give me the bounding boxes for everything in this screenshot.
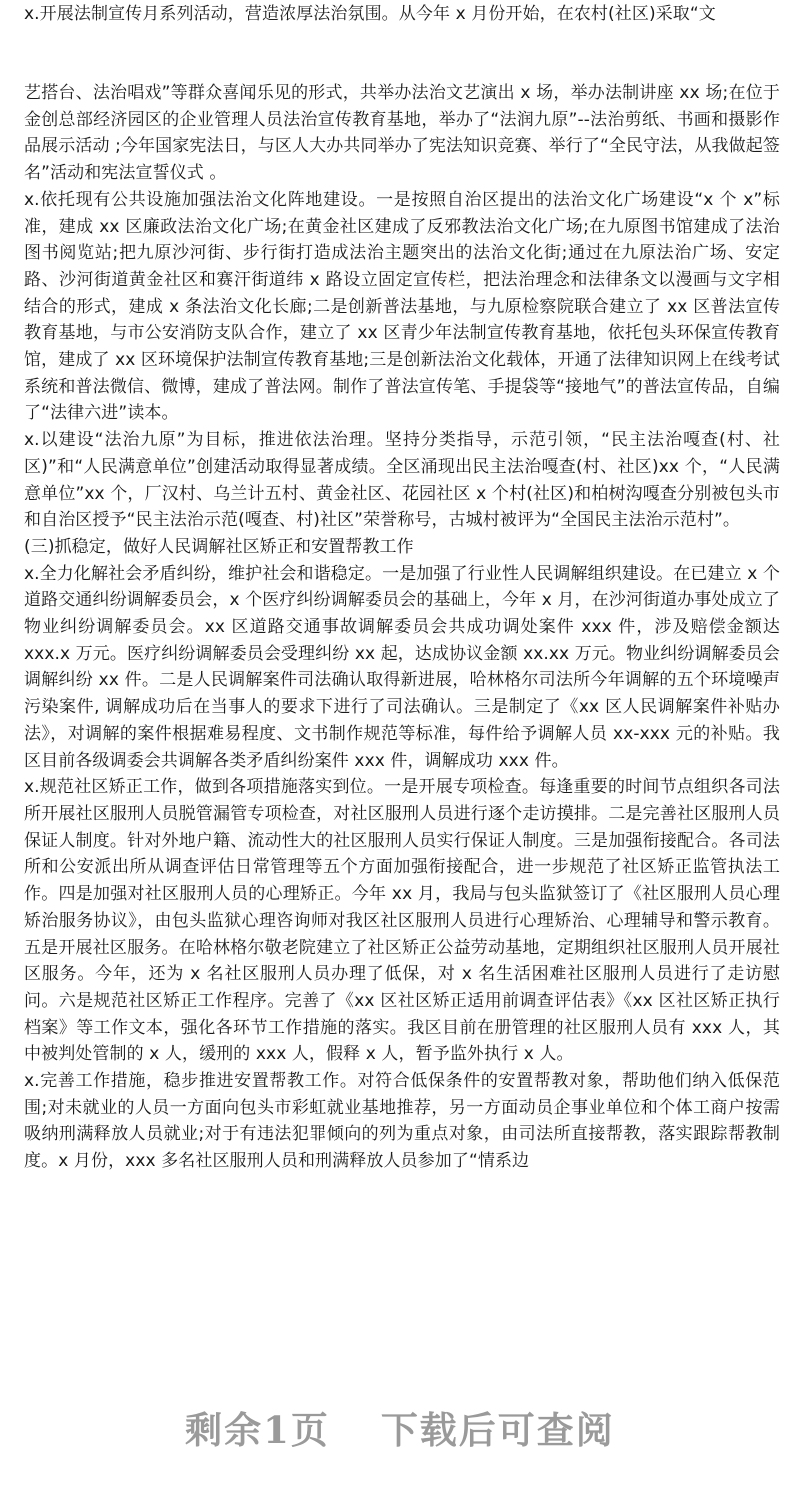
paragraph: 艺搭台、法治唱戏”等群众喜闻乐见的形式，共举办法治文艺演出 x 场，举办法制讲座 xx 场;在位于金创总部经济园区的企业管理人员法治宣传教育基地，举办了“法润九原”--法治剪纸、书画和摄影作品展示活动 ;今年国家宪法日，与区人大办共同举办了宪法知识竞赛、举行了“全民守法，从我做起签名”活动和宪法宣誓仪式 。 bbox=[24, 83, 780, 184]
paragraph: x.规范社区矫正工作，做到各项措施落实到位。一是开展专项检查。每逢重要的时间节点组织各司法所开展社区服刑人员脱管漏管专项检查，对社区服刑人员进行逐个走访摸排。二是完善社区服刑人员保证人制度。针对外地户籍、流动性大的社区服刑人员实行保证人制度。三是加强衔接配合。各司法所和公安派出所从调查评估日常管理等五个方面加强衔接配合，进一步规范了社区矫正监管执法工作。四是加强对社区服刑人员的心理矫正。今年 xx 月，我局与包头监狱签订了《社区服刑人员心理矫治服务协议》，由包头监狱心理咨询师对我区社区服刑人员进行心理矫治、心理辅导和警示教育。五是开展社区服务。在哈林格尔敬老院建立了社区矫正公益劳动基地，定期组织社区服刑人员开展社区服务。今年，还为 x 名社区服刑人员办理了低保，对 x 名生活困难社区服刑人员进行了走访慰问。六是规范社区矫正工作程序。完善了《xx 区社区矫正适用前调查评估表》《xx 区社区矫正执行档案》等工作文本，强化各环节工作措施的落实。我区目前在册管理的社区服刑人员有 xxx 人，其中被判处管制的 x 人，缓刑的 xxx 人，假释 x 人，暂予监外执行 x 人。 bbox=[24, 777, 780, 1065]
download-to-view-label[interactable]: 下载后可查阅 bbox=[380, 1408, 615, 1452]
paragraph: x.开展法制宣传月系列活动，营造浓厚法治氛围。从今年 x 月份开始，在农村(社区)采取“文 bbox=[24, 4, 716, 24]
paragraph: x.全力化解社会矛盾纠纷，维护社会和谐稳定。一是加强了行业性人民调解组织建设。在已建立 x 个道路交通纠纷调解委员会，x 个医疗纠纷调解委员会的基础上，今年 x 月，在沙河街道办事处成立了物业纠纷调解委员会。xx 区道路交通事故调解委员会共成功调处案件 xxx 件，涉及赔偿金额达 xxx.x 万元。医疗纠纷调解委员会受理纠纷 xx 起，达成协议金额 xx.xx 万元。物业纠纷调解委员会调解纠纷 xx 件。二是人民调解案件司法确认取得新进展，哈林格尔司法所今年调解的五个环境噪声污染案件, 调解成功后在当事人的要求下进行了司法确认。三是制定了《xx 区人民调解案件补贴办法》，对调解的案件根据难易程度、文书制作规范等标准，每件给予调解人员 xx-xxx 元的补贴。我区目前各级调委会共调解各类矛盾纠纷案件 xxx 件，调解成功 xxx 件。 bbox=[24, 563, 780, 771]
paragraph: x.完善工作措施，稳步推进安置帮教工作。对符合低保条件的安置帮教对象，帮助他们纳入低保范围;对未就业的人员一方面向包头市彩虹就业基地推荐，另一方面动员企事业单位和个体工商户按需吸纳刑满释放人员就业;对于有违法犯罪倾向的列为重点对象，由司法所直接帮教，落实跟踪帮教制度。x 月份，xxx 多名社区服刑人员和刑满释放人员参加了“情系边 bbox=[24, 1071, 780, 1172]
section-heading: (三)抓稳定，做好人民调解社区矫正和安置帮教工作 bbox=[24, 536, 414, 557]
document-text-body bbox=[24, 80, 780, 1175]
download-banner[interactable] bbox=[0, 1400, 800, 1454]
remaining-pages-label[interactable]: 剩余1页 bbox=[185, 1408, 330, 1452]
paragraph: x.依托现有公共设施加强法治文化阵地建设。一是按照自治区提出的法治文化广场建设“x 个 x”标准，建成 xx 区廉政法治文化广场;在黄金社区建成了反邪教法治文化广场;在九原图书馆建成了法治图书阅览站;把九原沙河街、步行街打造成法治主题突出的法治文化街;通过在九原法治广场、安定路、沙河街道黄金社区和赛汗街道纬 x 路设立固定宣传栏，把法治理念和法律条文以漫画与文字相结合的形式，建成 x 条法治文化长廊;二是创新普法基地，与九原检察院联合建立了 xx 区普法宣传教育基地，与市公安消防支队合作，建立了 xx 区青少年法制宣传教育基地，依托包头环保宣传教育馆，建成了 xx 区环境保护法制宣传教育基地;三是创新法治文化载体，开通了法律知识网上在线考试系统和普法微信、微博，建成了普法网。制作了普法宣传笔、手提袋等“接地气”的普法宣传品，自编了“法律六进”读本。 bbox=[24, 189, 780, 424]
document-text-top bbox=[24, 1, 780, 28]
paragraph: x.以建设“法治九原”为目标，推进依法治理。坚持分类指导，示范引领，“民主法治嘎查(村、社区)”和“人民满意单位”创建活动取得显著成绩。全区涌现出民主法治嘎查(村、社区)xx 个，“人民满意单位”xx 个，厂汉村、乌兰计五村、黄金社区、花园社区 x 个村(社区)和柏树沟嘎查分别被包头市和自治区授予“民主法治示范(嘎查、村)社区”荣誉称号，古城村被评为“全国民主法治示范村”。 bbox=[24, 430, 780, 531]
